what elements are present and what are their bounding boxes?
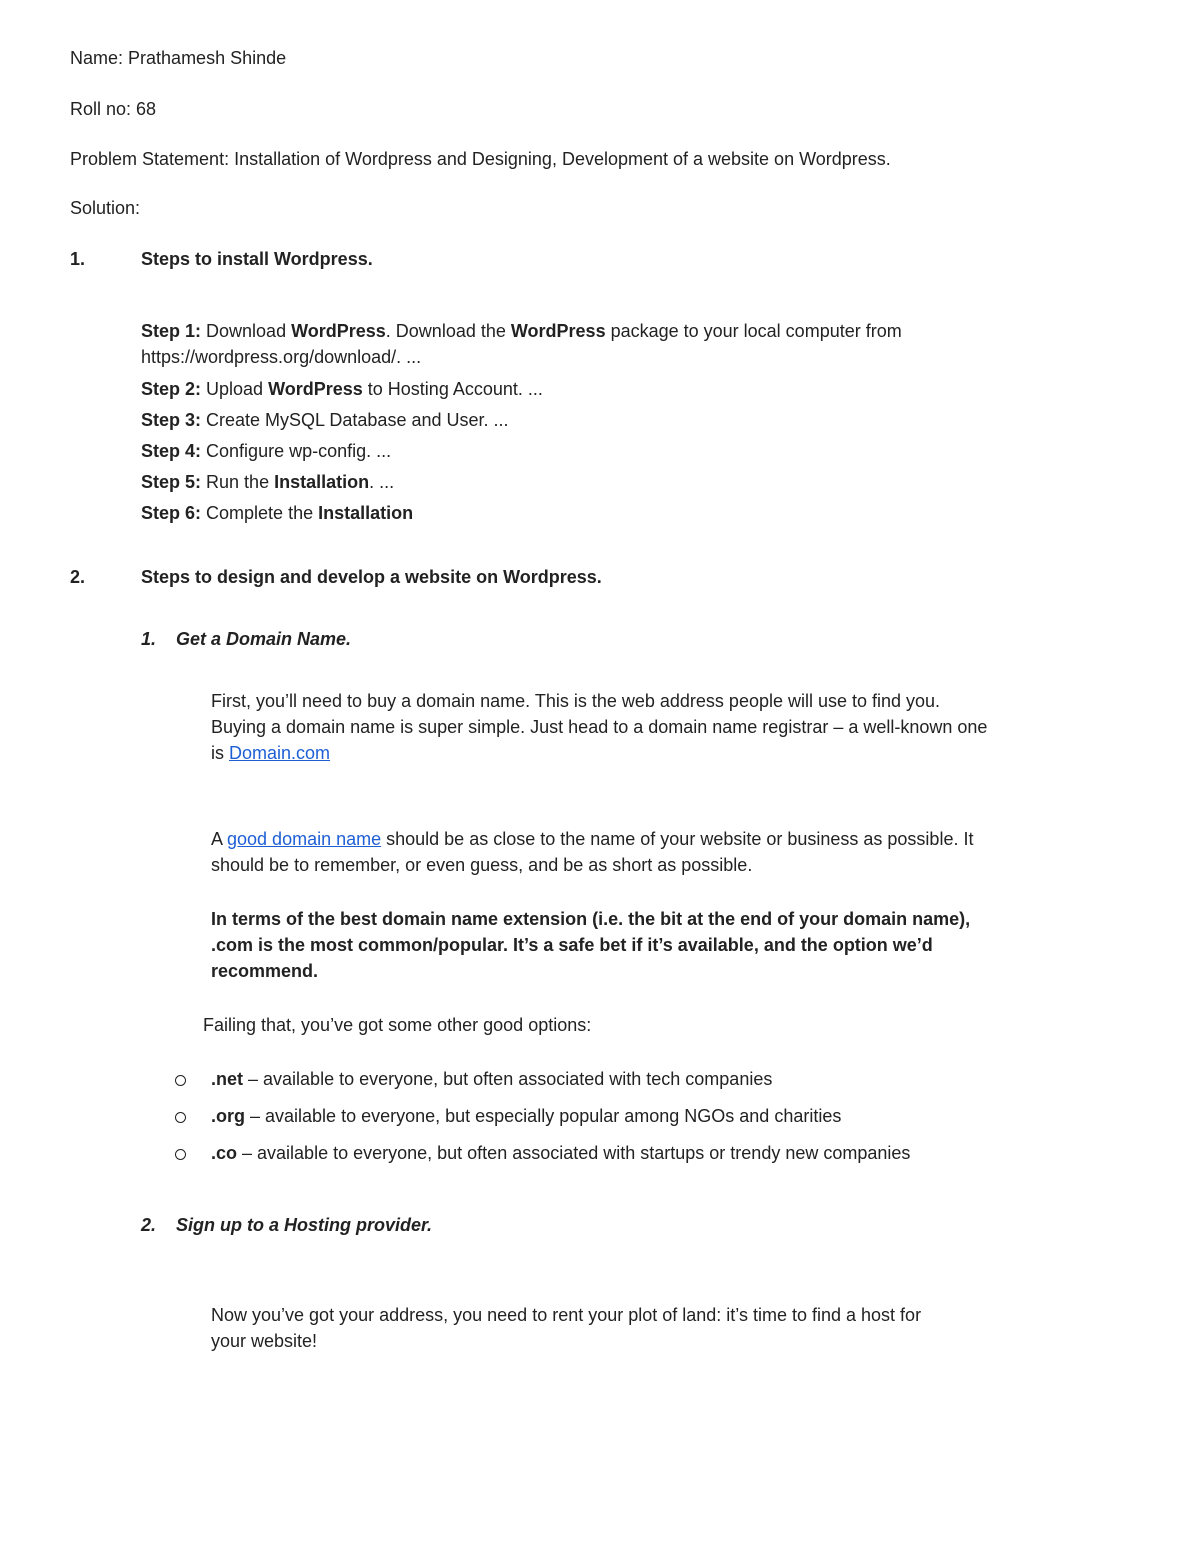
extension-para-line1: In terms of the best domain name extension (i.e. the bit at the end of your domain name), [211, 909, 971, 929]
option-net-desc: – available to everyone, but often associated with tech companies [243, 1069, 773, 1089]
good-domain-prefix: A [211, 829, 228, 849]
extension-para-line3: recommend. [211, 961, 319, 981]
step-5 [141, 469, 394, 495]
domain-para-line2: Buying a domain name is super simple. Just head to a domain name registrar – a well-known one [211, 717, 988, 737]
step-3-text: Create MySQL Database and User. ... [206, 410, 509, 430]
section1-number: 1. [70, 249, 86, 269]
extension-para-line2: .com is the most common/popular. It’s a safe bet if it’s available, and the option we’d [211, 935, 933, 955]
name-value: Prathamesh Shinde [128, 48, 287, 68]
bullet-icon [175, 1075, 186, 1086]
sub2-title: Sign up to a Hosting provider. [176, 1215, 433, 1235]
option-co-ext: .co [211, 1143, 238, 1163]
step-4 [141, 438, 391, 464]
step-1 [141, 318, 902, 344]
roll-value: 68 [136, 99, 157, 119]
problem-text: Installation of Wordpress and Designing, Development of a website on Wordpress. [234, 149, 891, 169]
name-label: Name: [70, 48, 124, 68]
option-net-ext: .net [211, 1069, 244, 1089]
step-1-text-b: WordPress [291, 321, 386, 341]
solution-label: Solution: [70, 198, 141, 218]
step-1-text-c: . Download the [385, 321, 511, 341]
step-5-text-c: . ... [369, 472, 395, 492]
step-1-text-a: Download [206, 321, 292, 341]
option-co [211, 1140, 910, 1166]
step-3-label: Step 3: [141, 410, 202, 430]
good-domain-rest: should be as close to the name of your website or business as possible. It [381, 829, 974, 849]
step-6 [141, 500, 413, 526]
hosting-para-line2: your website! [211, 1331, 318, 1351]
step-1-text-d: WordPress [510, 321, 606, 341]
section2-number: 2. [70, 567, 86, 587]
option-co-desc: – available to everyone, but often associated with startups or trendy new companies [237, 1143, 911, 1163]
step-6-label: Step 6: [141, 503, 202, 523]
step-5-text-a: Run the [206, 472, 275, 492]
problem-label: Problem Statement: [70, 149, 230, 169]
step-2-text-a: Upload [206, 379, 269, 399]
step-5-label: Step 5: [141, 472, 202, 492]
step-2-text-c: to Hosting Account. ... [362, 379, 543, 399]
sub2-number: 2. [141, 1215, 157, 1235]
step-1-text-e: package to your local computer from [605, 321, 902, 341]
option-org-desc: – available to everyone, but especially popular among NGOs and charities [245, 1106, 842, 1126]
section2-title: Steps to design and develop a website on Wordpress. [141, 567, 602, 587]
name-line [70, 45, 286, 71]
good-domain-line1 [211, 826, 973, 852]
hosting-para-line1: Now you’ve got your address, you need to rent your plot of land: it’s time to find a host for [211, 1305, 922, 1325]
step-1-continuation: https://wordpress.org/download/. ... [141, 347, 422, 367]
step-1-label: Step 1: [141, 321, 202, 341]
step-2-text-b: WordPress [268, 379, 363, 399]
step-4-label: Step 4: [141, 441, 202, 461]
sub1-number: 1. [141, 629, 157, 649]
roll-label: Roll no: [70, 99, 132, 119]
good-domain-name-link[interactable]: good domain name [227, 829, 382, 849]
step-3 [141, 407, 509, 433]
failing-that-line: Failing that, you’ve got some other good options: [203, 1015, 592, 1035]
step-2 [141, 376, 543, 402]
domain-para-prefix: is [211, 743, 229, 763]
step-6-text-b: Installation [318, 503, 414, 523]
problem-statement [70, 146, 891, 172]
option-org [211, 1103, 841, 1129]
domain-para-line3 [211, 740, 330, 766]
sub1-title: Get a Domain Name. [176, 629, 352, 649]
step-6-text-a: Complete the [206, 503, 319, 523]
section1-title: Steps to install Wordpress. [141, 249, 373, 269]
roll-line [70, 96, 156, 122]
bullet-icon [175, 1149, 186, 1160]
option-org-ext: .org [211, 1106, 245, 1126]
domain-para-line1: First, you’ll need to buy a domain name. This is the web address people will use to find you. [211, 691, 941, 711]
step-2-label: Step 2: [141, 379, 202, 399]
step-5-text-b: Installation [274, 472, 370, 492]
option-net [211, 1066, 772, 1092]
step-4-text: Configure wp-config. ... [206, 441, 392, 461]
good-domain-line2: should be to remember, or even guess, and be as short as possible. [211, 855, 753, 875]
domain-com-link[interactable]: Domain.com [229, 743, 331, 763]
bullet-icon [175, 1112, 186, 1123]
